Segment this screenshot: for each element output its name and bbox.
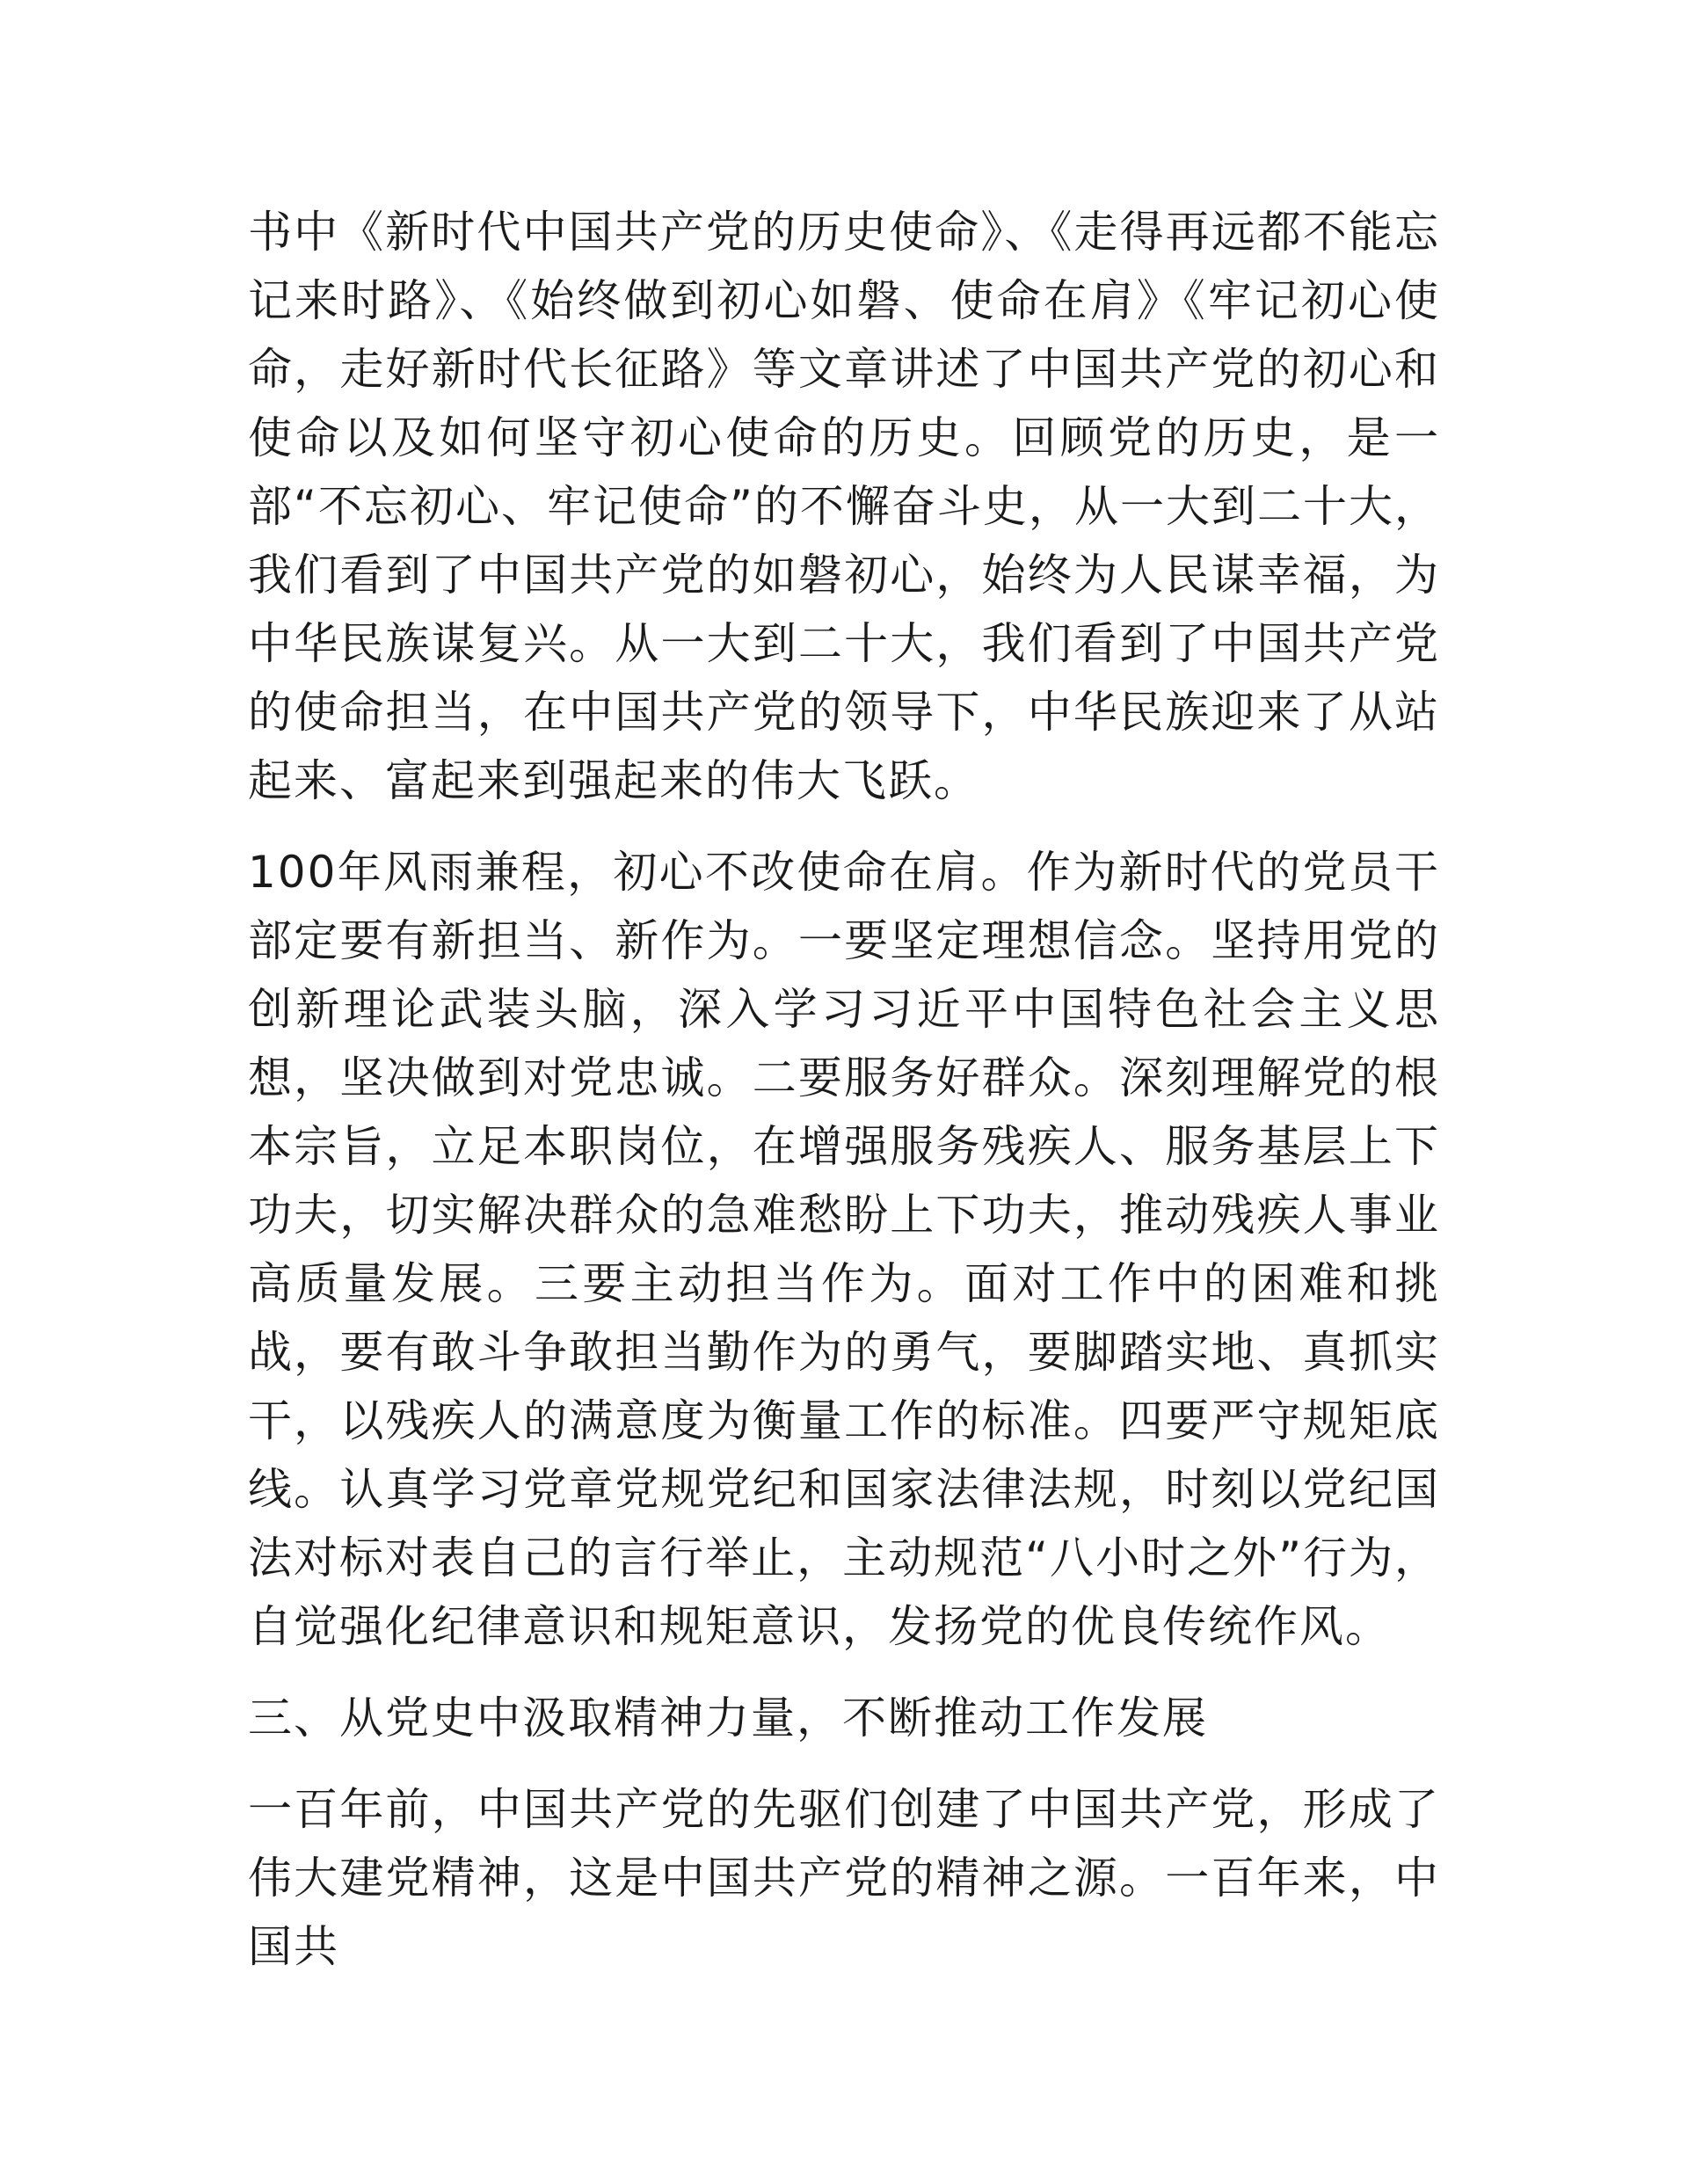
paragraph-founding-spirit: 一百年前，中国共产党的先驱们创建了中国共产党，形成了伟大建党精神，这是中国共产党的精神之源。一百年来，中国共: [248, 1784, 1440, 1972]
document-body: [248, 198, 1440, 2004]
section-heading-three: 三、从党史中汲取精神力量，不断推动工作发展: [248, 1693, 1208, 1744]
paragraph-mission-history: 书中《新时代中国共产党的历史使命》、《走得再远都不能忘记来时路》、《始终做到初心如磐、使命在肩》《牢记初心使命，走好新时代长征路》等文章讲述了中国共产党的初心和使命以及如何坚守初心使命的历史。回顾党的历史，是一部“不忘初心、牢记使命”的不懈奋斗史，从一大到二十大，我们看到了中国共产党的如磐初心，始终为人民谋幸福，为中华民族谋复兴。从一大到二十大，我们看到了中国共产党的使命担当，在中国共产党的领导下，中华民族迎来了从站起来、富起来到强起来的伟大飞跃。: [248, 207, 1440, 806]
paragraph-party-member-duties: 100年风雨兼程，初心不改使命在肩。作为新时代的党员干部定要有新担当、新作为。一要坚定理想信念。坚持用党的创新理论武装头脑，深入学习习近平中国特色社会主义思想，坚决做到对党忠诚。二要服务好群众。深刻理解党的根本宗旨，立足本职岗位，在增强服务残疾人、服务基层上下功夫，切实解决群众的急难愁盼上下功夫，推动残疾人事业高质量发展。三要主动担当作为。面对工作中的困难和挑战，要有敢斗争敢担当勤作为的勇气，要脚踏实地、真抓实干，以残疾人的满意度为衡量工作的标准。四要严守规矩底线。认真学习党章党规党纪和国家法律法规，时刻以党纪国法对标对表自己的言行举止，主动规范“八小时之外”行为，自觉强化纪律意识和规矩意识，发扬党的优良传统作风。: [248, 847, 1440, 1652]
